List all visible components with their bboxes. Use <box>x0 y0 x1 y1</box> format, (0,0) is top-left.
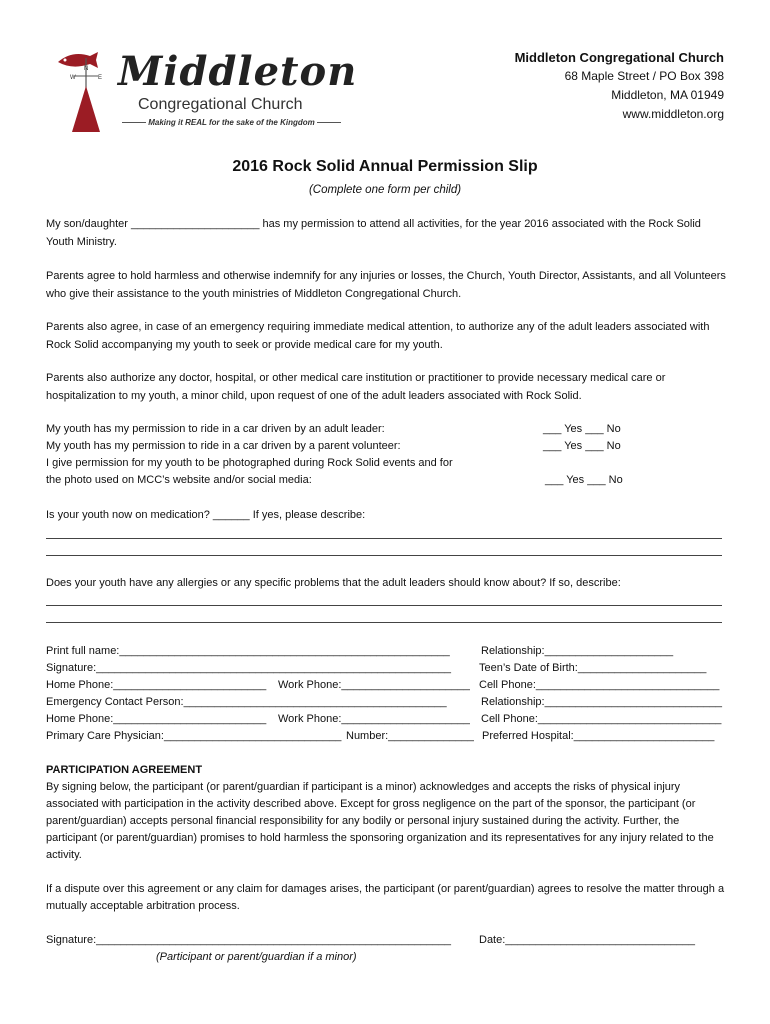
medication-question: Is your youth now on medication? ______ If yes, please describe: <box>46 509 366 521</box>
preferred-hospital-field[interactable]: Preferred Hospital:_______________________ <box>482 730 715 742</box>
final-date-field[interactable]: Date:_______________________________ <box>479 934 695 946</box>
yes-no-field[interactable]: ___ Yes ___ No <box>543 423 621 435</box>
permission-parent-volunteer-row <box>46 438 728 455</box>
yes-no-field[interactable]: ___ Yes ___ No <box>545 474 623 486</box>
allergies-answer-line-1[interactable] <box>46 605 722 606</box>
medication-answer-line-2[interactable] <box>46 555 722 556</box>
agreement-heading: PARTICIPATION AGREEMENT <box>46 764 203 776</box>
signature-field[interactable]: Signature:__________________________________________________________ <box>46 662 451 674</box>
emergency-home-phone-field[interactable]: Home Phone:_________________________ <box>46 713 267 725</box>
address-line-2: Middleton, MA 01949 <box>611 88 724 102</box>
question-text: My youth has my permission to ride in a car driven by an adult leader: <box>46 423 385 435</box>
question-text: the photo used on MCC’s website and/or social media: <box>46 474 312 486</box>
permission-paragraph: My son/daughter _____________________ has my permission to attend all activities, for the year 2016 associated with the Rock Solid Youth Ministry. <box>46 218 701 248</box>
church-address-block <box>515 48 724 124</box>
medication-answer-line-1[interactable] <box>46 538 722 539</box>
emergency-relationship-field[interactable]: Relationship:_____________________________ <box>481 696 723 708</box>
church-name: Middleton Congregational Church <box>514 50 724 65</box>
yes-no-field[interactable]: ___ Yes ___ No <box>543 440 621 452</box>
medical-authorization-paragraph: Parents also authorize any doctor, hospital, or other medical care institution or practitioner to provide necessary medical care or hospitalization to my youth, a minor child, upon request of one of the adult leaders associated with Rock Solid. <box>46 372 666 402</box>
emergency-cell-phone-field[interactable]: Cell Phone:______________________________ <box>481 713 722 725</box>
cell-phone-field[interactable]: Cell Phone:______________________________ <box>479 679 720 691</box>
allergies-answer-line-2[interactable] <box>46 622 722 623</box>
weathervane-steeple-icon <box>50 40 120 140</box>
print-name-field[interactable]: Print full name:______________________________________________________ <box>46 645 450 657</box>
dispute-text: If a dispute over this agreement or any claim for damages arises, the participant (or parent/guardian) agrees to resolve the matter through a mutually acceptable arbitration process. <box>46 883 725 912</box>
emergency-paragraph: Parents also agree, in case of an emergency requiring immediate medical attention, to authorize any of the adult leaders associated with Rock Solid accompanying my youth to seek or provide medical care for my youth. <box>46 321 710 351</box>
teen-date-of-birth-field[interactable]: Teen’s Date of Birth:_____________________ <box>479 662 707 674</box>
website: www.middleton.org <box>622 107 724 121</box>
permission-photo-row-1 <box>46 455 728 472</box>
relationship-field[interactable]: Relationship:_____________________ <box>481 645 674 657</box>
emergency-contact-field[interactable]: Emergency Contact Person:___________________________________________ <box>46 696 447 708</box>
logo-script-text: Middleton <box>118 48 358 95</box>
logo-subtitle: Congregational Church <box>138 96 303 113</box>
allergies-question: Does your youth have any allergies or any specific problems that the adult leaders should know about? If so, describe: <box>46 577 621 589</box>
home-phone-field[interactable]: Home Phone:_________________________ <box>46 679 267 691</box>
question-text: I give permission for my youth to be photographed during Rock Solid events and for <box>46 457 453 469</box>
question-text: My youth has my permission to ride in a car driven by a parent volunteer: <box>46 440 401 452</box>
form-subtitle: (Complete one form per child) <box>308 184 462 196</box>
emergency-work-phone-field[interactable]: Work Phone:_____________________ <box>278 713 470 725</box>
svg-text:N: N <box>84 66 89 72</box>
final-signature-field[interactable]: Signature:__________________________________________________________ <box>46 934 451 946</box>
address-line-1: 68 Maple Street / PO Box 398 <box>564 69 724 83</box>
harmless-paragraph: Parents agree to hold harmless and otherwise indemnify for any injuries or losses, the Church, Youth Director, Assistants, and all Volunteers who give their assistance to the youth ministries of Middleton Congregational Church. <box>46 270 726 300</box>
logo-tagline: Making it REAL for the sake of the Kingdom <box>122 118 341 127</box>
signature-note: (Participant or parent/guardian if a minor) <box>156 951 357 963</box>
form-title: 2016 Rock Solid Annual Permission Slip <box>232 158 538 175</box>
permission-photo-row-2 <box>46 472 728 489</box>
agreement-text: By signing below, the participant (or parent/guardian if participant is a minor) acknowledges and accepts the risks of physical injury associated with participation in the activity described above. Except for gross negligence on the part of the sponsor, the participant (or parent/guardian) accepts personal financial responsibility for any bodily or personal injury sustained during the activity. Further, the participant (or parent/guardian) promises to hold harmless the sponsoring organization and its representatives for any injury related to the activity. <box>46 781 714 861</box>
permission-adult-leader-row <box>46 421 728 438</box>
svg-text:W: W <box>70 75 76 81</box>
svg-text:E: E <box>98 75 103 81</box>
work-phone-field[interactable]: Work Phone:_____________________ <box>278 679 470 691</box>
physician-number-field[interactable]: Number:______________ <box>346 730 474 742</box>
primary-care-physician-field[interactable]: Primary Care Physician:_____________________________ <box>46 730 342 742</box>
